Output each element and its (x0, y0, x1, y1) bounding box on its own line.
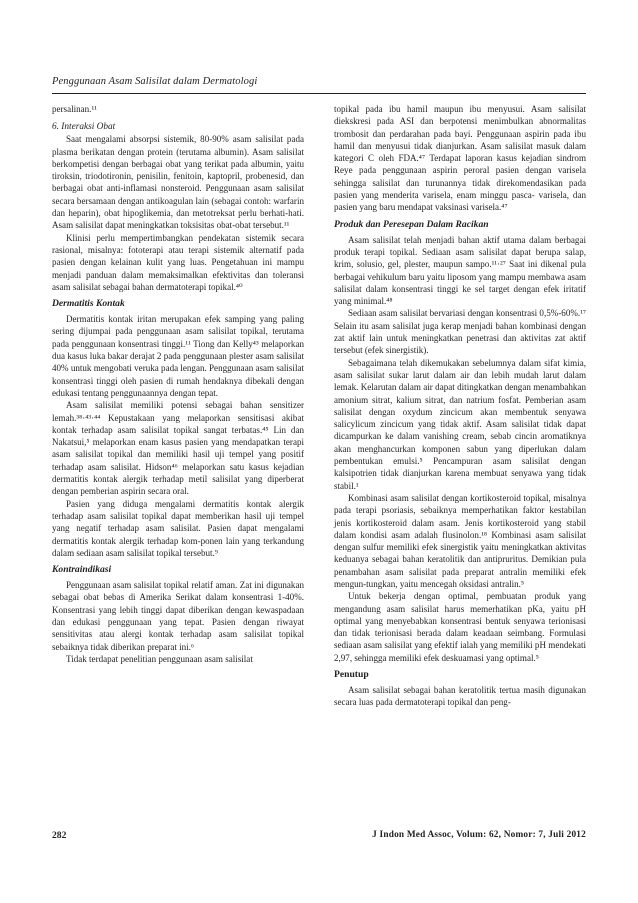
page-number: 282 (52, 830, 67, 841)
running-header: Penggunaan Asam Salisilat dalam Dermatologi (52, 76, 258, 87)
left-column (52, 103, 304, 665)
section-heading-dermatitis: Dermatitis Kontak (52, 298, 125, 310)
paragraph: Untuk bekerja dengan optimal, pembuatan produk yang mengandung asam salisilat harus memerhatikan pKa, yaitu pH optimal yang menyebabkan konsentrasi bentuk senyawa terionisasi dan tidak terionisasi berada dalam keadaan seimbang. Formulasi sediaan asam salisilat yang efektif ialah yang memiliki pH mendekati 2,97, sehingga memiliki efek deskuamasi yang optimal.⁵ (334, 591, 586, 663)
section-heading-interaksi: 6. Interaksi Obat (52, 122, 116, 133)
paragraph: Kombinasi asam salisilat dengan kortikosteroid topikal, misalnya pada terapi psoriasis, sebaiknya memperhatikan faktor kestabilan jenis kortikosteroid dalam asam. Jenis kortikosteroid yang stabil dalam kondisi asam adalah flusinolon.¹⁸ Kombinasi asam salisilat dengan sulfur memiliki efek sinergistik yaitu meningkatkan aktivitas keduanya sebagai bahan keratolitik dan antipruritus. Demikian pula penambahan asam salisilat pada preparat antralin memiliki efek mengun-tungkan, yaitu mencegah oksidasi antralin.⁵ (334, 492, 586, 589)
section-heading-produk: Produk dan Peresepan Dalam Racikan (334, 218, 489, 230)
header-rule (52, 93, 586, 94)
paragraph: Penggunaan asam salisilat topikal relatif aman. Zat ini digunakan sebagai obat bebas di Amerika Serikat dalam konsentrasi 1-40%. Konsentrasi yang lebih tinggi dapat diberikan dengan kewaspadaan dan edukasi penggunaan yang tepat. Pasien dengan riwayat sensitivitas atau alergi kontak terhadap asam salisilat topikal sebaiknya tidak diberikan preparat ini.⁶ (52, 580, 304, 652)
paragraph: persalinan.¹¹ (52, 104, 97, 114)
paragraph: Pasien yang diduga mengalami dermatitis kontak alergik terhadap asam salisilat topikal dapat memberikan hasil uji tempel yang negatif terhadap asam salisilat. Pasien dapat mengalami dermatitis kontak alergik terhadap kom-ponen lain yang terkandung dalam sediaan asam salisilat topikal tersebut.⁹ (52, 498, 304, 558)
right-column (334, 103, 586, 709)
paragraph: Asam salisilat sebagai bahan keratolitik tertua masih digunakan secara luas pada dermatoterapi topikal dan peng- (334, 685, 586, 708)
section-heading-kontraindikasi: Kontraindikasi (52, 564, 112, 576)
paragraph: Saat mengalami absorpsi sistemik, 80-90% asam salisilat pada plasma berikatan dengan protein (terutama albumin). Asam salisilat berkompetisi dengan berbagai obat yang terikat pada albumin, yaitu tiroksin, triodotironin, penisilin, fenitoin, kaptopril, probenesid, dan berbagai obat anti-inflamasi nonsteroid. Penggunaan asam salisilat secara bersamaan dengan antikoagulan lain (sebagai contoh: warfarin dan heparin), obat hipoglikemia, dan metotreksat perlu berhati-hati. Asam salisilat dapat meningkatkan toksisitas obat-obat tersebut.¹¹ (52, 134, 304, 231)
paragraph: Klinisi perlu mempertimbangkan pendekatan sistemik secara rasional, misalnya: fototerapi atau terapi sistemik alternatif pada pasien dengan kelainan kulit yang luas. Pengetahuan ini mampu menjadi panduan dalam memaksimalkan efektivitas dan toleransi asam salisilat sebagai bahan dermatoterapi topikal.⁴⁰ (52, 232, 304, 292)
paragraph: topikal pada ibu hamil maupun ibu menyusui. Asam salisilat diekskresi pada ASI dan berpotensi menimbulkan abnormalitas trombosit dan perdarahan pada bayi. Penggunaan aspirin pada ibu hamil dan menyusui tidak dianjurkan. Asam salisilat masuk dalam kategori C oleh FDA.⁴⁷ Terdapat laporan kasus kejadian sindrom Reye pada penggunaan aspirin peroral pasien dengan varisela sehingga salisilat dan turunannya tidak direkomendasikan pada pasien yang menderita varisela, enam minggu pasca- varisela, dan pasien yang baru mendapat vaksinasi varisela.⁴⁷ (334, 104, 586, 213)
section-heading-penutup: Penutup (334, 669, 369, 681)
paragraph: Tidak terdapat penelitian penggunaan asam salisilat (66, 653, 253, 664)
paragraph: Sebagaimana telah dikemukakan sebelumnya dalam sifat kimia, asam salisilat sukar larut dalam air dan lebih mudah larut dalam lemak. Kelarutan dalam air dapat ditingkatkan dengan menambahkan amonium sitrat, kalium sitrat, dan natrium fosfat. Pemberian asam salisilat dengan oxydum zincicum akan membentuk senyawa salicylicum zincicum yang tidak aktif. Asam salisilat tidak dapat dicampurkan ke dalam vanishing cream, sebab cincin aromatiknya akan menghancurkan komponen sabun yang diperlukan dalam pembentukan emulsi.⁵ Pencampuran asam salisilat dengan kalsipotrien tidak dianjurkan karena membuat senyawa yang tidak stabil.¹ (334, 357, 586, 491)
paragraph: Dermatitis kontak iritan merupakan efek samping yang paling sering dijumpai pada penggunaan asam salisilat topikal, terutama pada penggunaan konsentrasi tinggi.¹¹ Tiong dan Kelly⁴³ melaporkan dua kasus luka bakar derajat 2 pada penggunaan plester asam salisilat 40% untuk mengobati veruka pada lengan. Penggunaan asam salisilat konsentrasi tinggi oleh pasien di rumah hendaknya dibekali dengan edukasi tentang penggunaannya dengan tepat. (52, 314, 304, 398)
paragraph: Asam salisilat telah menjadi bahan aktif utama dalam berbagai produk terapi topikal. Sediaan asam salisilat dapat berupa salap, krim, solusio, gel, plester, maupun sampo.¹¹·²⁷ Saat ini dikenal pula berbagai vehikulum baru yaitu liposom yang mampu membawa asam salisilat dalam konsentrasi tinggi ke sel target dengan efek iritatif yang minimal.⁴⁸ (334, 234, 586, 307)
paragraph: Sediaan asam salisilat bervariasi dengan konsentrasi 0,5%-60%.¹⁷ Selain itu asam salisilat juga kerap menjadi bahan kombinasi dengan zat aktif lain untuk meningkatkan penetrasi dan aktivitas zat aktif tersebut (efek sinergistik). (334, 308, 587, 356)
journal-citation: J Indon Med Assoc, Volum: 62, Nomor: 7, Juli 2012 (372, 830, 586, 840)
paragraph: Asam salisilat memiliki potensi sebagai bahan sensitizer lemah.³⁸·⁴³·⁴⁴ Kepustakaan yang melaporkan sensitisasi akibat kontak terhadap asam salisilat topikal sangat terbatas.⁴⁵ Lin dan Nakatsui,⁵ melaporkan enam kasus pasien yang mendapatkan terapi asam salisilat topikal dan memiliki hasil uji tempel yang positif terhadap asam salisilat. Hidson⁴⁶ melaporkan satu kasus kejadian dermatitis kontak alergik terhadap metil salisilat yang diperberat dengan pemberian aspirin secara oral. (52, 400, 304, 497)
